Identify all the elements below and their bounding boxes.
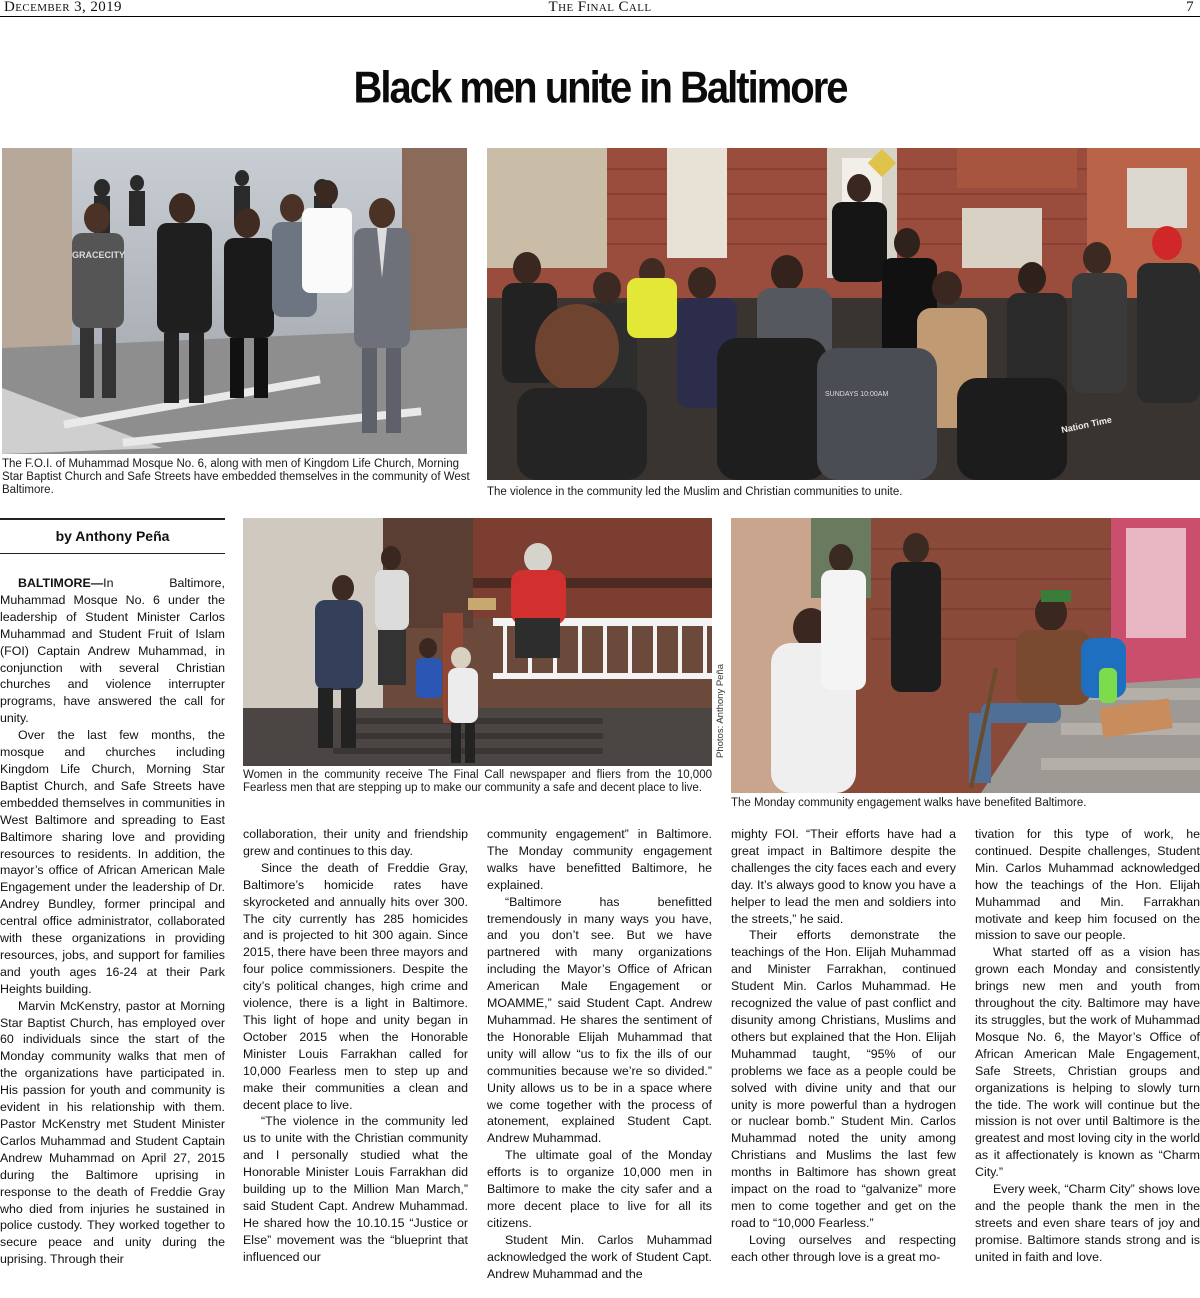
photo-credit bbox=[713, 518, 729, 768]
page-number: 7 bbox=[1186, 0, 1194, 15]
article-col1-para-3: Marvin McKenstry, pastor at Morning Star Baptist Church, has employed over 60 individuals since the start of the Monday community walks that men of the organizations have participated in. His passion for youth and community is evident in his relationship with them. Pastor McKenstry met Student Minister Carlos Muhammad and Student Captain Andrew Muhammad on April 27, 2015 during the Baltimore uprising in response to the death of Freddie Gray who died from injuries he sustained in police custody. They worked together to secure peace and unity during the uprising. Through their bbox=[0, 998, 225, 1267]
byline: by Anthony Peña bbox=[55, 528, 170, 544]
running-head bbox=[0, 0, 1200, 17]
photo-men-walking bbox=[2, 148, 467, 454]
caption-top-left: The F.O.I. of Muhammad Mosque No. 6, along with men of Kingdom Life Church, Morning Star Baptist Church and Safe Streets have embedded themselves in the community of West Baltimore. bbox=[2, 458, 470, 496]
caption-mid-right: The Monday community engagement walks have benefited Baltimore. bbox=[731, 797, 1087, 809]
article-col5-para-3: Every week, “Charm City” shows love and the people thank the men in the streets and even share tears of joy and promise. Baltimore stands strong and is united in faith and love. bbox=[975, 1182, 1200, 1264]
article-column-3 bbox=[487, 826, 712, 1298]
photo-women-porch bbox=[243, 518, 712, 766]
photo-credit-text: Photos: Anthony Peña bbox=[715, 663, 726, 758]
article-col4-para-3: Loving ourselves and respecting each other through love is a great mo- bbox=[731, 1232, 956, 1264]
caption-top-right: The violence in the community led the Muslim and Christian communities to unite. bbox=[487, 486, 903, 498]
dateline: BALTIMORE— bbox=[18, 576, 104, 590]
article-column-5 bbox=[975, 826, 1200, 1298]
shirt-text-nation-time: Nation Time bbox=[1060, 414, 1113, 435]
photo-man-seated-steps bbox=[731, 518, 1200, 793]
article-col1-para-2: Over the last few months, the mosque and churches including Kingdom Life Church, Morning Star Baptist Church, and Safe Streets have embedded themselves in communities in West Baltimore and spreading to East Baltimore sharing love and providing resources to residents. In addition, the mayor’s office of African American Male Engagement under the leadership of Dr. Andrey Bundley, former principal and central office administrator, collaborated with these organizations in providing resources, jobs, and support for families and youth ages 16-24 at their Park Heights building. bbox=[0, 728, 225, 996]
byline-rule-bottom bbox=[0, 553, 225, 554]
article-column-2 bbox=[243, 826, 468, 1298]
article-col2-para-2: Since the death of Freddie Gray, Baltimore’s homicide rates have skyrocketed and annually hits over 300. The city currently has 285 homicides and is projected to hit 300 again. Since 2015, there have been three mayors and four police commissioners. Despite the city’s political changes, high crime and violence, there is a light in Baltimore. This light of hope and unity began in October 2015 when the Honorable Minister Louis Farrakhan called for 10,000 Fearless men to step up and make their communities a clean and decent place to live. bbox=[243, 860, 468, 1112]
article-col5-para-2: What started off as a vision has grown each Monday and consistently brings new men and youth from throughout the city. Baltimore may have its struggles, but the work of Muhammad Mosque No. 6, the Mayor’s Office of African American Male Engagement, Safe Streets, Christian groups and organizations is helping to slowly turn the tide. The work will continue but the mission is not over until Baltimore is the greatest and most loving city in the world as it affectionately is known as “Charm City.” bbox=[975, 945, 1200, 1180]
byline-rule-top bbox=[0, 518, 225, 520]
article-col3-para-2: “Baltimore has benefitted tremendously in many ways you have, and you don’t see. But we have partnered with many organizations including the Mayor’s Office of African American Male Engagement or MOAMME,” said Student Capt. Andrew Muhammad. He shares the sentiment of the Honorable Elijah Muhammad that unity will allow “us to fix the ills of our communities because we’re so divided.” Unity allows us to be in a space where we come together with the process of atonement, explained Student Capt. Andrew Muhammad. bbox=[487, 894, 712, 1146]
issue-date: December 3, 2019 bbox=[4, 0, 122, 15]
article-column-1 bbox=[0, 575, 225, 1298]
article-col3-para-3: The ultimate goal of the Monday efforts is to organize 10,000 men in Baltimore to make the city safer and a more decent place to live for all its citizens. bbox=[487, 1148, 712, 1230]
article-col3-para-4: Student Min. Carlos Muhammad acknowledged the work of Student Capt. Andrew Muhammad and the bbox=[487, 1232, 712, 1281]
shirt-text-gracecity: GRACECITY bbox=[72, 250, 126, 260]
caption-mid-left: Women in the community receive The Final Call newspaper and fliers from the 10,000 Fearless men that are stepping up to make our community a safe and decent place to live. bbox=[243, 769, 712, 794]
article-col3-para-1: community engagement” in Baltimore. The Monday community engagement walks have benefitted Baltimore, he explained. bbox=[487, 827, 712, 892]
article-col2-para-3: “The violence in the community led us to unite with the Christian community and I personally studied what the Honorable Minister Louis Farrakhan did building up to the Million Man March,” said Student Capt. Andrew Muhammad. He shared how the 10.10.15 “Justice or Else” movement was the “blueprint that influenced our bbox=[243, 1114, 468, 1264]
article-col4-para-2: Their efforts demonstrate the teachings of the Hon. Elijah Muhammad and Minister Farrakhan, continued Student Min. Carlos Muhammad. He recognized the value of past conflict and disunity among Christians, Muslims and others but explained that the Hon. Elijah Muhammad taught, “95% of our problems we face as a people could be solved with divine unity and that our unity is more powerful than a hydrogen or nuclear bomb.” Student Min. Carlos Muhammad noted the unity among Christians and Muslims the last few months in Baltimore has shown great impact on the road to “galvanize” more men to come together and get on the road to “10,000 Fearless.” bbox=[731, 928, 956, 1230]
article-col1-para-1: BALTIMORE—In Baltimore, Muhammad Mosque No. 6 under the leadership of Student Minister Carlos Muhammad and Student Fruit of Islam (FOI) Captain Andrew Muhammad, in conjunction with several Christian churches and violence interrupter programs, have answered the call for unity. bbox=[0, 576, 225, 726]
shirt-text-sundays: SUNDAYS 10:00AM bbox=[825, 391, 889, 398]
article-col5-para-1: tivation for this type of work, he continued. Despite challenges, Student Min. Carlos Muhammad acknowledged how the teachings of the Hon. Elijah Muhammad and Min. Farrakhan motivate and keep him focused on the mission to save our people. bbox=[975, 827, 1200, 943]
article-column-4 bbox=[731, 826, 956, 1298]
article-col4-para-1: mighty FOI. “Their efforts have had a great impact in Baltimore despite the challenges the city faces each and every day. It’s always good to know you have a helper to lead the men and soldiers into the streets,” he said. bbox=[731, 827, 956, 926]
headline: Black men unite in Baltimore bbox=[353, 63, 847, 113]
article-col2-para-1: collaboration, their unity and friendship grew and continues to this day. bbox=[243, 827, 468, 858]
photo-crowd-rowhouse bbox=[487, 148, 1200, 480]
publication-name: The Final Call bbox=[548, 0, 652, 15]
